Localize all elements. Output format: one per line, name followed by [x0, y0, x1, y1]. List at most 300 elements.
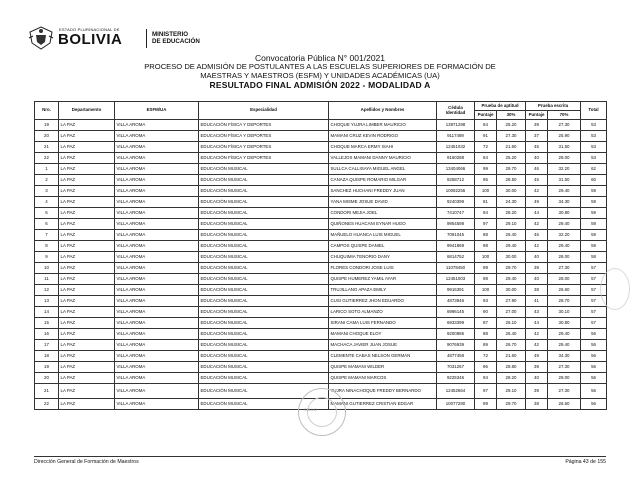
cell-pct30: 29.70	[497, 164, 526, 175]
cell-puntaje-escrita: 39	[526, 362, 548, 373]
cell-total: 56	[581, 340, 607, 351]
cell-cedula: 10092255	[437, 186, 475, 197]
cell-pct70: 29.40	[548, 219, 581, 230]
cell-especialidad: EDUCACIÓN MUSICAL	[199, 230, 329, 241]
cell-pct70: 28.00	[548, 274, 581, 285]
cell-nro: 1	[35, 164, 59, 175]
cell-pct30: 24.30	[497, 197, 526, 208]
cell-nro: 5	[35, 208, 59, 219]
table-row	[35, 263, 607, 274]
cell-puntaje-aptitud: 93	[475, 296, 497, 307]
cell-esfm: VILLA AROMA	[115, 263, 199, 274]
cell-pct30: 25.20	[497, 153, 526, 164]
cell-cedula: 4873946	[437, 296, 475, 307]
cell-nombre: CAMPOS QUISPE DANIEL	[329, 241, 437, 252]
cell-puntaje-escrita: 43	[526, 307, 548, 318]
cell-pct30: 28.20	[497, 373, 526, 384]
country-name: BOLIVIA	[58, 31, 123, 48]
cell-pct30: 21.60	[497, 351, 526, 362]
table-row	[35, 230, 607, 241]
cell-departamento: LA PAZ	[59, 329, 115, 340]
table-row	[35, 274, 607, 285]
cell-esfm: VILLA AROMA	[115, 307, 199, 318]
cell-pct70: 34.30	[548, 351, 581, 362]
cell-total: 60	[581, 175, 607, 186]
cell-departamento: LA PAZ	[59, 186, 115, 197]
cell-pct30: 26.40	[497, 230, 526, 241]
cell-cedula: 12451003	[437, 274, 475, 285]
cell-puntaje-aptitud: 94	[475, 373, 497, 384]
cell-esfm: VILLA AROMA	[115, 230, 199, 241]
cell-esfm: VILLA AROMA	[115, 296, 199, 307]
header-departamento: Departamento	[59, 102, 115, 120]
cell-puntaje-aptitud: 87	[475, 318, 497, 329]
cell-puntaje-aptitud: 94	[475, 208, 497, 219]
cell-especialidad: EDUCACIÓN MUSICAL	[199, 241, 329, 252]
cell-nombre: YANA MISME JOSUE DAVID	[329, 197, 437, 208]
cell-nro: 18	[35, 351, 59, 362]
cell-nro: 19	[35, 362, 59, 373]
cell-puntaje-escrita: 42	[526, 219, 548, 230]
cell-pct30: 29.10	[497, 384, 526, 399]
cell-especialidad: EDUCACIÓN MUSICAL	[199, 274, 329, 285]
cell-esfm: VILLA AROMA	[115, 399, 199, 410]
cell-pct30: 25.20	[497, 120, 526, 131]
cell-cedula: 9258712	[437, 175, 475, 186]
cell-especialidad: EDUCACIÓN FÍSICA Y DEPORTES	[199, 142, 329, 153]
cell-nro: 4	[35, 197, 59, 208]
cell-nombre: CLEMENTE CABAS NELSON GERMAN	[329, 351, 437, 362]
cell-cedula: 4877458	[437, 351, 475, 362]
cell-departamento: LA PAZ	[59, 340, 115, 351]
cell-total: 57	[581, 274, 607, 285]
cell-pct70: 32.20	[548, 230, 581, 241]
cell-cedula: 6996145	[437, 307, 475, 318]
cell-especialidad: EDUCACIÓN MUSICAL	[199, 399, 329, 410]
cell-pct30: 28.20	[497, 208, 526, 219]
cell-nro: 20	[35, 131, 59, 142]
cell-nro: 19	[35, 120, 59, 131]
cell-puntaje-escrita: 39	[526, 384, 548, 399]
cell-puntaje-aptitud: 97	[475, 384, 497, 399]
header-cedula: Cédula Identidad	[437, 102, 475, 120]
cell-esfm: VILLA AROMA	[115, 351, 199, 362]
cell-nombre: CHOQUE YUJRA LIMBER MAURICIO	[329, 120, 437, 131]
cell-cedula: 9200886	[437, 329, 475, 340]
cell-esfm: VILLA AROMA	[115, 329, 199, 340]
cell-pct30: 26.70	[497, 340, 526, 351]
cell-puntaje-aptitud: 98	[475, 274, 497, 285]
cell-nro: 21	[35, 142, 59, 153]
cell-total: 53	[581, 120, 607, 131]
header-puntaje-aptitud: Puntaje	[475, 111, 497, 120]
results-table-body	[35, 120, 607, 410]
table-row	[35, 197, 607, 208]
cell-cedula: 9240399	[437, 197, 475, 208]
cell-total: 53	[581, 131, 607, 142]
cell-nombre: QUISPE MAMANI WILDER	[329, 362, 437, 373]
cell-esfm: VILLA AROMA	[115, 384, 199, 399]
cell-pct30: 27.30	[497, 131, 526, 142]
cell-esfm: VILLA AROMA	[115, 153, 199, 164]
cell-nombre: VALLEJOS MAMANI DANNY MAURICIO	[329, 153, 437, 164]
cell-nombre: CONDORI MEJIA JOEL	[329, 208, 437, 219]
cell-esfm: VILLA AROMA	[115, 318, 199, 329]
table-row	[35, 285, 607, 296]
cell-puntaje-escrita: 40	[526, 373, 548, 384]
table-row	[35, 131, 607, 142]
ministry-line-1: MINISTERIO	[152, 31, 189, 38]
cell-pct70: 26.60	[548, 399, 581, 410]
cell-especialidad: EDUCACIÓN MUSICAL	[199, 263, 329, 274]
cell-departamento: LA PAZ	[59, 197, 115, 208]
cell-puntaje-aptitud: 99	[475, 263, 497, 274]
cell-puntaje-aptitud: 100	[475, 252, 497, 263]
header-pct30: 30%	[497, 111, 526, 120]
cell-total: 59	[581, 230, 607, 241]
cell-puntaje-escrita: 39	[526, 120, 548, 131]
cell-especialidad: EDUCACIÓN MUSICAL	[199, 318, 329, 329]
cell-pct30: 28.80	[497, 362, 526, 373]
cell-nombre: SIRANI CAMA LUIS FERNANDO	[329, 318, 437, 329]
cell-total: 59	[581, 219, 607, 230]
cell-puntaje-aptitud: 84	[475, 120, 497, 131]
cell-pct30: 27.90	[497, 296, 526, 307]
cell-departamento: LA PAZ	[59, 263, 115, 274]
cell-cedula: 9941869	[437, 241, 475, 252]
cell-departamento: LA PAZ	[59, 142, 115, 153]
cell-pct70: 30.10	[548, 307, 581, 318]
cell-departamento: LA PAZ	[59, 164, 115, 175]
cell-especialidad: EDUCACIÓN MUSICAL	[199, 285, 329, 296]
table-row	[35, 120, 607, 131]
cell-pct30: 29.40	[497, 241, 526, 252]
cell-especialidad: EDUCACIÓN FÍSICA Y DEPORTES	[199, 120, 329, 131]
cell-puntaje-escrita: 46	[526, 164, 548, 175]
table-row	[35, 241, 607, 252]
cell-nombre: QUISPE MAMANI MARCOS	[329, 373, 437, 384]
cell-cedula: 9916391	[437, 285, 475, 296]
cell-puntaje-aptitud: 89	[475, 340, 497, 351]
cell-nombre: CHOQUE MARCA ERMY ISAHI	[329, 142, 437, 153]
cell-pct30: 30.00	[497, 252, 526, 263]
cell-nro: 3	[35, 186, 59, 197]
cell-puntaje-escrita: 49	[526, 197, 548, 208]
convocatoria-title: Convocatoria Pública N° 001/2021	[254, 53, 386, 63]
cell-total: 59	[581, 208, 607, 219]
cell-pct70: 26.60	[548, 285, 581, 296]
estado-label: ESTADO PLURINACIONAL DE	[59, 27, 120, 32]
cell-puntaje-escrita: 42	[526, 340, 548, 351]
cell-departamento: LA PAZ	[59, 399, 115, 410]
cell-nombre: LARICO SOTO ALMANZO	[329, 307, 437, 318]
cell-puntaje-aptitud: 99	[475, 399, 497, 410]
cell-nro: 15	[35, 318, 59, 329]
cell-departamento: LA PAZ	[59, 230, 115, 241]
cell-cedula: 12451032	[437, 142, 475, 153]
cell-total: 59	[581, 186, 607, 197]
cell-nro: 22	[35, 153, 59, 164]
cell-especialidad: EDUCACIÓN MUSICAL	[199, 362, 329, 373]
cell-especialidad: EDUCACIÓN MUSICAL	[199, 373, 329, 384]
table-row	[35, 164, 607, 175]
cell-especialidad: EDUCACIÓN MUSICAL	[199, 296, 329, 307]
cell-puntaje-escrita: 41	[526, 296, 548, 307]
footer-divider	[34, 456, 606, 457]
cell-esfm: VILLA AROMA	[115, 274, 199, 285]
cell-pct70: 29.40	[548, 329, 581, 340]
cell-nro: 17	[35, 340, 59, 351]
table-row	[35, 307, 607, 318]
cell-puntaje-escrita: 40	[526, 252, 548, 263]
process-title-line-1: PROCESO DE ADMISIÓN DE POSTULANTES A LAS ESCUELAS SUPERIORES DE FORMACIÓN DE	[144, 62, 496, 71]
cell-pct70: 28.00	[548, 373, 581, 384]
header-pct70: 70%	[548, 111, 581, 120]
table-row	[35, 329, 607, 340]
table-row	[35, 186, 607, 197]
cell-departamento: LA PAZ	[59, 252, 115, 263]
cell-puntaje-aptitud: 88	[475, 329, 497, 340]
cell-nombre: TRUJILLANO APAZA EMILY	[329, 285, 437, 296]
cell-nro: 10	[35, 263, 59, 274]
cell-departamento: LA PAZ	[59, 274, 115, 285]
official-stamp-inner	[307, 397, 337, 427]
cell-cedula: 6933399	[437, 318, 475, 329]
cell-puntaje-escrita: 40	[526, 274, 548, 285]
header-especialidad: Especialidad	[199, 102, 329, 120]
cell-total: 57	[581, 307, 607, 318]
cell-total: 57	[581, 285, 607, 296]
header-puntaje-escrita: Puntaje	[526, 111, 548, 120]
cell-especialidad: EDUCACIÓN MUSICAL	[199, 351, 329, 362]
cell-esfm: VILLA AROMA	[115, 252, 199, 263]
cell-nombre: MAMANI CRUZ KEVIN RODRIGO	[329, 131, 437, 142]
cell-especialidad: EDUCACIÓN MUSICAL	[199, 175, 329, 186]
cell-puntaje-escrita: 42	[526, 241, 548, 252]
cell-departamento: LA PAZ	[59, 296, 115, 307]
cell-cedula: 9160288	[437, 153, 475, 164]
cell-pct70: 25.90	[548, 131, 581, 142]
cell-nombre: MAÑUELO HUANCA LUIS MIGUEL	[329, 230, 437, 241]
header-divider	[146, 29, 147, 48]
side-stamp	[600, 268, 630, 310]
table-row	[35, 340, 607, 351]
cell-esfm: VILLA AROMA	[115, 219, 199, 230]
cell-total: 59	[581, 197, 607, 208]
cell-departamento: LA PAZ	[59, 241, 115, 252]
header-nro: Nro.	[35, 102, 59, 120]
header-esfm: ESFM/UA	[115, 102, 199, 120]
cell-total: 56	[581, 351, 607, 362]
cell-nombre: MAMANI GUTIERREZ CRISTIAN EDGAR	[329, 399, 437, 410]
cell-puntaje-aptitud: 95	[475, 175, 497, 186]
cell-puntaje-escrita: 38	[526, 399, 548, 410]
cell-puntaje-aptitud: 90	[475, 307, 497, 318]
cell-total: 56	[581, 373, 607, 384]
cell-nro: 16	[35, 329, 59, 340]
cell-esfm: VILLA AROMA	[115, 164, 199, 175]
cell-especialidad: EDUCACIÓN MUSICAL	[199, 252, 329, 263]
cell-puntaje-aptitud: 84	[475, 153, 497, 164]
table-row	[35, 373, 607, 384]
document-titles	[120, 53, 520, 90]
cell-departamento: LA PAZ	[59, 307, 115, 318]
cell-pct30: 27.00	[497, 307, 526, 318]
cell-pct70: 27.30	[548, 263, 581, 274]
cell-nro: 11	[35, 274, 59, 285]
cell-departamento: LA PAZ	[59, 219, 115, 230]
cell-nombre: CUSI GUTIERREZ JHON EDUARDO	[329, 296, 437, 307]
cell-esfm: VILLA AROMA	[115, 186, 199, 197]
cell-departamento: LA PAZ	[59, 384, 115, 399]
cell-total: 58	[581, 252, 607, 263]
cell-puntaje-aptitud: 72	[475, 142, 497, 153]
cell-puntaje-aptitud: 99	[475, 164, 497, 175]
cell-pct30: 21.60	[497, 142, 526, 153]
cell-puntaje-escrita: 49	[526, 351, 548, 362]
cell-pct70: 29.40	[548, 186, 581, 197]
cell-pct30: 29.70	[497, 263, 526, 274]
cell-esfm: VILLA AROMA	[115, 142, 199, 153]
cell-total: 57	[581, 318, 607, 329]
table-row	[35, 175, 607, 186]
cell-nro: 6	[35, 219, 59, 230]
cell-puntaje-escrita: 45	[526, 175, 548, 186]
cell-puntaje-escrita: 39	[526, 263, 548, 274]
table-row	[35, 142, 607, 153]
cell-esfm: VILLA AROMA	[115, 285, 199, 296]
cell-nombre: CANAZA QUISPE ROMARIO MILGAR	[329, 175, 437, 186]
header-aptitud: Prueba de aptitud	[475, 102, 526, 111]
cell-pct70: 30.80	[548, 208, 581, 219]
cell-cedula: 9076939	[437, 340, 475, 351]
cell-cedula: 13971298	[437, 120, 475, 131]
cell-pct30: 29.40	[497, 274, 526, 285]
cell-puntaje-escrita: 44	[526, 208, 548, 219]
ministry-line-2: DE EDUCACIÓN	[152, 38, 200, 45]
cell-pct70: 32.20	[548, 164, 581, 175]
cell-departamento: LA PAZ	[59, 351, 115, 362]
cell-especialidad: EDUCACIÓN MUSICAL	[199, 164, 329, 175]
cell-pct70: 29.40	[548, 340, 581, 351]
cell-especialidad: EDUCACIÓN MUSICAL	[199, 197, 329, 208]
cell-pct70: 30.80	[548, 318, 581, 329]
table-row	[35, 252, 607, 263]
cell-cedula: 9117489	[437, 131, 475, 142]
cell-esfm: VILLA AROMA	[115, 120, 199, 131]
cell-pct70: 31.50	[548, 142, 581, 153]
table-row	[35, 153, 607, 164]
cell-puntaje-aptitud: 81	[475, 197, 497, 208]
cell-total: 62	[581, 164, 607, 175]
official-stamp	[298, 388, 346, 436]
footer-page-number: Página 43 de 155	[565, 459, 606, 465]
footer-directorate: Dirección General de Formación de Maestros	[34, 459, 139, 465]
cell-nombre: QUISPE HUMEREZ YAMIL AYAR	[329, 274, 437, 285]
cell-esfm: VILLA AROMA	[115, 131, 199, 142]
cell-puntaje-escrita: 37	[526, 131, 548, 142]
cell-total: 53	[581, 153, 607, 164]
cell-especialidad: EDUCACIÓN MUSICAL	[199, 208, 329, 219]
cell-pct30: 26.10	[497, 318, 526, 329]
cell-nro: 8	[35, 241, 59, 252]
cell-pct70: 28.00	[548, 252, 581, 263]
cell-total: 56	[581, 384, 607, 399]
cell-esfm: VILLA AROMA	[115, 175, 199, 186]
cell-departamento: LA PAZ	[59, 175, 115, 186]
cell-cedula: 7410747	[437, 208, 475, 219]
cell-especialidad: EDUCACIÓN FÍSICA Y DEPORTES	[199, 131, 329, 142]
cell-total: 57	[581, 263, 607, 274]
cell-puntaje-aptitud: 100	[475, 285, 497, 296]
cell-puntaje-escrita: 42	[526, 329, 548, 340]
cell-nombre: MAMANI CHOQUE ELOY	[329, 329, 437, 340]
coat-of-arms-icon	[28, 26, 54, 50]
cell-puntaje-escrita: 38	[526, 285, 548, 296]
cell-nro: 7	[35, 230, 59, 241]
cell-departamento: LA PAZ	[59, 318, 115, 329]
cell-nro: 22	[35, 399, 59, 410]
cell-especialidad: EDUCACIÓN FÍSICA Y DEPORTES	[199, 153, 329, 164]
cell-departamento: LA PAZ	[59, 120, 115, 131]
cell-esfm: VILLA AROMA	[115, 197, 199, 208]
cell-pct30: 29.70	[497, 399, 526, 410]
cell-esfm: VILLA AROMA	[115, 241, 199, 252]
cell-nro: 13	[35, 296, 59, 307]
process-title-line-2: MAESTRAS Y MAESTROS (ESFM) Y UNIDADES ACADÉMICAS (UA)	[200, 70, 440, 80]
cell-especialidad: EDUCACIÓN MUSICAL	[199, 219, 329, 230]
cell-nombre: CHUQUIMIA TENORIO DANY	[329, 252, 437, 263]
table-row	[35, 362, 607, 373]
cell-pct30: 30.00	[497, 186, 526, 197]
cell-pct30: 26.40	[497, 329, 526, 340]
table-row	[35, 296, 607, 307]
results-table	[34, 101, 607, 410]
cell-cedula: 7091045	[437, 230, 475, 241]
cell-total: 56	[581, 329, 607, 340]
cell-puntaje-aptitud: 100	[475, 186, 497, 197]
cell-nombre: QUIÑONES HUACANI EYNAR HUGO	[329, 219, 437, 230]
cell-departamento: LA PAZ	[59, 373, 115, 384]
header-apellidos: Apellidos y Nombres	[329, 102, 437, 120]
cell-especialidad: EDUCACIÓN MUSICAL	[199, 307, 329, 318]
cell-especialidad: EDUCACIÓN MUSICAL	[199, 329, 329, 340]
cell-esfm: VILLA AROMA	[115, 373, 199, 384]
cell-pct70: 27.30	[548, 120, 581, 131]
cell-departamento: LA PAZ	[59, 285, 115, 296]
ministry-name	[152, 31, 200, 45]
cell-especialidad: EDUCACIÓN MUSICAL	[199, 186, 329, 197]
cell-especialidad: EDUCACIÓN MUSICAL	[199, 384, 329, 399]
cell-esfm: VILLA AROMA	[115, 208, 199, 219]
cell-total: 56	[581, 399, 607, 410]
cell-pct70: 28.70	[548, 296, 581, 307]
header-escrita: Prueba escrita	[526, 102, 581, 111]
cell-pct70: 27.30	[548, 384, 581, 399]
cell-nro: 9	[35, 252, 59, 263]
cell-pct70: 28.00	[548, 153, 581, 164]
cell-puntaje-escrita: 42	[526, 186, 548, 197]
cell-nro: 12	[35, 285, 59, 296]
cell-nombre: FLORES CONDORI JOSE LUIS	[329, 263, 437, 274]
cell-puntaje-aptitud: 96	[475, 362, 497, 373]
cell-esfm: VILLA AROMA	[115, 340, 199, 351]
ministry-header	[28, 26, 248, 50]
cell-pct70: 31.50	[548, 175, 581, 186]
cell-puntaje-escrita: 45	[526, 142, 548, 153]
cell-cedula: 9954598	[437, 219, 475, 230]
cell-cedula: 11078450	[437, 263, 475, 274]
